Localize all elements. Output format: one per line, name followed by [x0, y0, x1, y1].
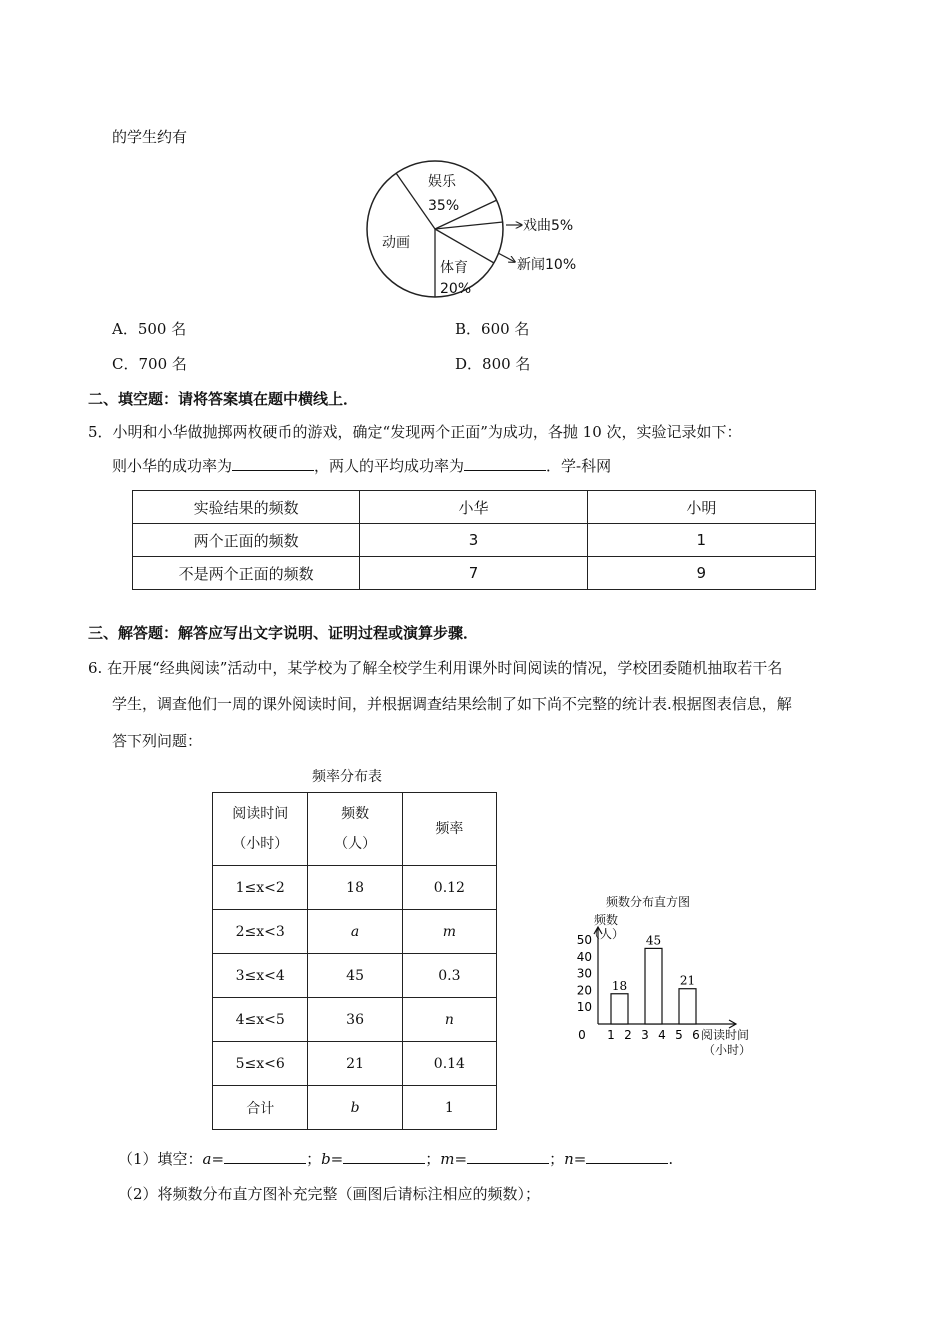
q4-stem-tail: 的学生约有 [112, 128, 188, 146]
q5-line2-c: ．学-科网 [546, 457, 612, 475]
histogram-bar [611, 994, 628, 1024]
part1-a: a= [202, 1150, 225, 1168]
histogram-bar-label: 21 [679, 973, 696, 988]
freq-value: 0.14 [402, 1042, 496, 1086]
freq-count: 21 [308, 1042, 402, 1086]
freq-value: 0.12 [402, 866, 496, 910]
option-b: B．600 名 [455, 320, 530, 338]
histogram-xlabel: 阅读时间 [701, 1028, 750, 1042]
table-row [133, 524, 816, 557]
freq-range: 1≤x<2 [213, 866, 308, 910]
freq-table [212, 792, 497, 1130]
y-tick-label: 50 [576, 933, 592, 947]
option-d: D．800 名 [455, 355, 531, 373]
q5-line2-b: ，两人的平均成功率为 [314, 457, 465, 475]
histogram-bar-label: 18 [611, 978, 628, 993]
table-row [213, 954, 497, 998]
q5-blank-2[interactable] [464, 456, 546, 471]
freq-value: n [402, 998, 496, 1042]
freq-total-freq: 1 [402, 1086, 496, 1130]
table-row [213, 866, 497, 910]
freq-table-header-row [213, 793, 497, 866]
freq-range: 3≤x<4 [213, 954, 308, 998]
histogram-bar [645, 948, 662, 1024]
freq-total-count: b [308, 1086, 402, 1130]
x-tick-label: 3 [641, 1028, 649, 1042]
freq-total-label: 合计 [213, 1086, 308, 1130]
pie-label-animation: 动画 [382, 235, 410, 251]
histogram-ylabel: 频数 [594, 913, 619, 927]
freq-range: 2≤x<3 [213, 910, 308, 954]
histogram-ylabel-unit: （人） [588, 927, 625, 941]
part1-end: . [668, 1150, 674, 1168]
q6-stem-line2: 学生，调查他们一周的课外阅读时间，并根据调查结果绘制了如下尚不完整的统计表.根据图表信息，解 [112, 695, 792, 713]
histogram-xlabel-unit: （小时） [703, 1043, 752, 1057]
histogram [560, 888, 780, 1068]
y-tick-label: 40 [576, 949, 592, 964]
q5-line2-a: 则小华的成功率为 [112, 457, 233, 475]
q6-part2: （2）将频数分布直方图补充完整（画图后请标注相应的频数）； [118, 1185, 541, 1203]
table-header: 小华 [360, 491, 587, 524]
x-tick-label: 6 [692, 1028, 700, 1042]
pie-value-sport: 20% [440, 281, 472, 297]
blank-m[interactable] [467, 1149, 549, 1164]
pie-label-sport: 体育 [440, 260, 468, 276]
freq-header-time: 阅读时间 （小时） [213, 793, 308, 866]
pie-chart [360, 152, 600, 307]
y-tick-label: 10 [576, 1000, 592, 1015]
freq-range: 4≤x<5 [213, 998, 308, 1042]
part1-b: b= [321, 1150, 344, 1168]
pie-label-news: 新闻10% [517, 257, 577, 273]
table-cell: 1 [587, 524, 815, 557]
freq-count: 36 [308, 998, 402, 1042]
blank-n[interactable] [586, 1149, 668, 1164]
part1-sep: ； [425, 1150, 441, 1168]
freq-header-freq: 频率 [402, 793, 496, 866]
y-tick-label: 20 [576, 983, 592, 998]
freq-count: a [308, 910, 402, 954]
histogram-bar [679, 989, 696, 1024]
x-tick-label: 4 [658, 1028, 666, 1042]
x-tick-label: 1 [607, 1028, 615, 1042]
table-cell: 两个正面的频数 [133, 524, 360, 557]
q5-line2 [112, 455, 611, 476]
x-tick-label: 2 [624, 1028, 632, 1042]
q6-stem-line3: 答下列问题： [112, 732, 203, 750]
freq-table-title: 频率分布表 [312, 769, 382, 785]
blank-b[interactable] [343, 1149, 425, 1164]
blank-a[interactable] [224, 1149, 306, 1164]
section3-heading: 三、解答题：解答应写出文字说明、证明过程或演算步骤． [88, 624, 479, 642]
freq-range: 5≤x<6 [213, 1042, 308, 1086]
table-cell: 7 [360, 557, 587, 590]
freq-header-count: 频数 （人） [308, 793, 402, 866]
pie-label-entertainment: 娱乐 [428, 174, 456, 190]
table-row [213, 998, 497, 1042]
histogram-title: 频数分布直方图 [606, 895, 691, 909]
q5-table [132, 490, 816, 590]
section2-heading: 二、填空题：请将答案填在题中横线上． [88, 390, 359, 408]
freq-value: 0.3 [402, 954, 496, 998]
freq-count: 18 [308, 866, 402, 910]
pie-value-entertainment: 35% [428, 198, 460, 214]
histogram-bar-label: 45 [645, 933, 662, 948]
option-c: C．700 名 [112, 355, 187, 373]
table-cell: 3 [360, 524, 587, 557]
pie-label-opera: 戏曲5% [523, 218, 574, 234]
freq-value: m [402, 910, 496, 954]
table-cell: 9 [587, 557, 815, 590]
q5-blank-1[interactable] [232, 456, 314, 471]
x-tick-label: 5 [675, 1028, 683, 1042]
part1-n: n= [564, 1150, 587, 1168]
table-header: 实验结果的频数 [133, 491, 360, 524]
part1-prefix: （1）填空： [118, 1150, 203, 1168]
part1-sep: ； [549, 1150, 565, 1168]
part1-m: m= [440, 1150, 468, 1168]
table-header: 小明 [587, 491, 815, 524]
part1-sep: ； [306, 1150, 322, 1168]
news-arrow [498, 253, 515, 262]
y-tick-label: 30 [576, 966, 592, 981]
freq-count: 45 [308, 954, 402, 998]
table-header-row [133, 491, 816, 524]
table-row [213, 1086, 497, 1130]
x-tick-label: 0 [578, 1028, 586, 1042]
table-row [213, 910, 497, 954]
table-row [213, 1042, 497, 1086]
table-cell: 不是两个正面的频数 [133, 557, 360, 590]
q5-stem: 5．小明和小华做抛掷两枚硬币的游戏，确定“发现两个正面”为成功，各抛 10 次，实验记录如下： [88, 423, 742, 441]
q6-part1 [118, 1148, 673, 1169]
option-a: A．500 名 [112, 320, 187, 338]
q6-stem-line1: 6. 在开展“经典阅读”活动中，某学校为了解全校学生利用课外时间阅读的情况，学校团委随机抽取若干名 [88, 659, 783, 677]
table-row [133, 557, 816, 590]
